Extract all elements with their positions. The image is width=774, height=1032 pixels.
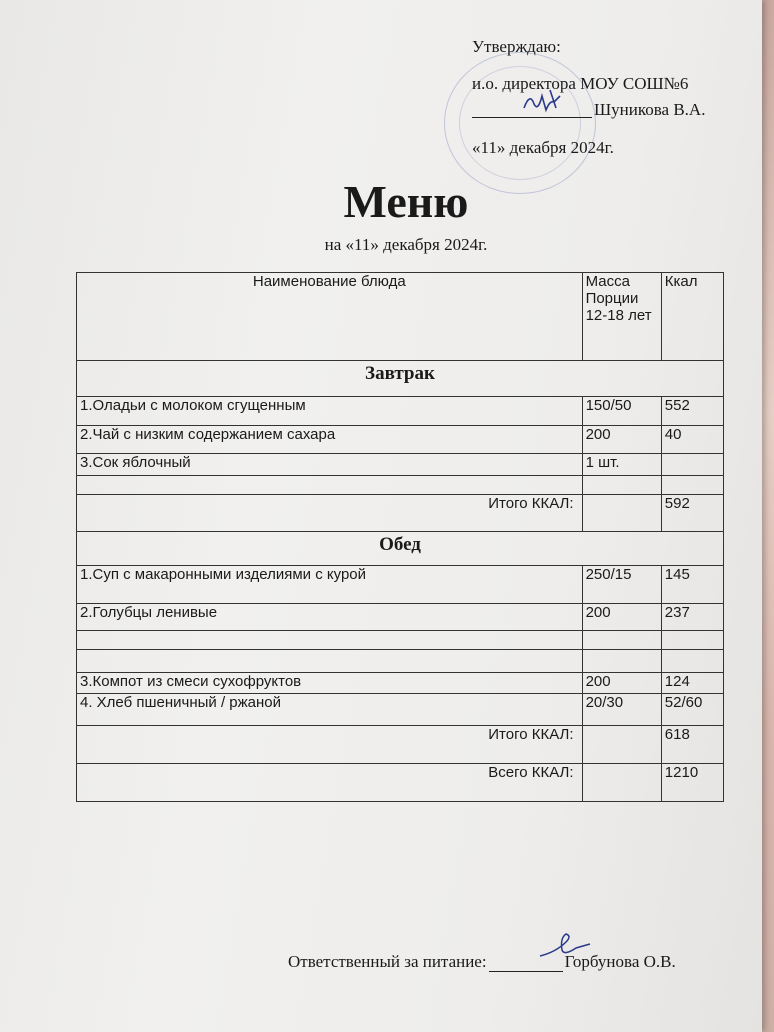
dish-kcal: 552 [661, 397, 723, 426]
total-label: Итого ККАЛ: [77, 726, 583, 764]
table-row [77, 566, 724, 604]
table-row [77, 604, 724, 631]
dish-kcal: 145 [661, 566, 723, 604]
responsible-label: Ответственный за питание: [288, 952, 487, 971]
approval-date: «11» декабря 2024г. [472, 138, 614, 157]
total-value: 618 [661, 726, 723, 764]
dish-kcal: 237 [661, 604, 723, 631]
section-breakfast: Завтрак [77, 361, 724, 397]
total-row [77, 726, 724, 764]
dish-kcal: 52/60 [661, 694, 723, 726]
approval-signature-line [472, 101, 705, 118]
dish-name: 1.Суп с макаронными изделиями с курой [77, 566, 583, 604]
table-row [77, 397, 724, 426]
responsible-name: Горбунова О.В. [564, 952, 676, 971]
page-subtitle: на «11» декабря 2024г. [324, 235, 488, 254]
total-label: Итого ККАЛ: [77, 495, 583, 532]
dish-name: 2.Чай с низким содержанием сахара [77, 426, 583, 454]
director-signature [520, 86, 580, 116]
dish-name: 3.Компот из смеси сухофруктов [77, 673, 583, 694]
dish-kcal: 124 [661, 673, 723, 694]
dish-mass: 150/50 [582, 397, 661, 426]
empty-row [77, 476, 724, 495]
approval-position: и.о. директора МОУ СОШ№6 [472, 74, 689, 93]
dish-mass: 1 шт. [582, 454, 661, 476]
table-row [77, 673, 724, 694]
menu-table [76, 272, 724, 802]
section-row [77, 361, 724, 397]
page-title: Меню [343, 176, 469, 227]
section-lunch: Обед [77, 532, 724, 566]
grand-total-row [77, 764, 724, 802]
dish-mass: 250/15 [582, 566, 661, 604]
dish-mass: 200 [582, 673, 661, 694]
approval-name: Шуникова В.А. [594, 100, 706, 119]
total-value: 592 [661, 495, 723, 532]
background-edge [762, 0, 774, 1032]
header-mass: Масса Порции 12-18 лет [582, 273, 661, 361]
header-dish: Наименование блюда [77, 273, 583, 361]
approval-heading: Утверждаю: [472, 37, 561, 56]
grand-total-label: Всего ККАЛ: [77, 764, 583, 802]
dish-mass: 200 [582, 604, 661, 631]
dish-kcal: 40 [661, 426, 723, 454]
empty-row [77, 631, 724, 650]
total-row [77, 495, 724, 532]
table-row [77, 426, 724, 454]
empty-row [77, 650, 724, 673]
table-row [77, 454, 724, 476]
dish-name: 4. Хлеб пшеничный / ржаной [77, 694, 583, 726]
dish-name: 1.Оладьи с молоком сгущенным [77, 397, 583, 426]
table-header-row [77, 273, 724, 361]
dish-name: 3.Сок яблочный [77, 454, 583, 476]
dish-mass: 20/30 [582, 694, 661, 726]
responsible-signature [536, 930, 594, 962]
header-kcal: Ккал [661, 273, 723, 361]
dish-name: 2.Голубцы ленивые [77, 604, 583, 631]
table-row [77, 694, 724, 726]
responsible-line [288, 952, 676, 972]
dish-mass: 200 [582, 426, 661, 454]
section-row [77, 532, 724, 566]
grand-total-value: 1210 [661, 764, 723, 802]
dish-kcal [661, 454, 723, 476]
